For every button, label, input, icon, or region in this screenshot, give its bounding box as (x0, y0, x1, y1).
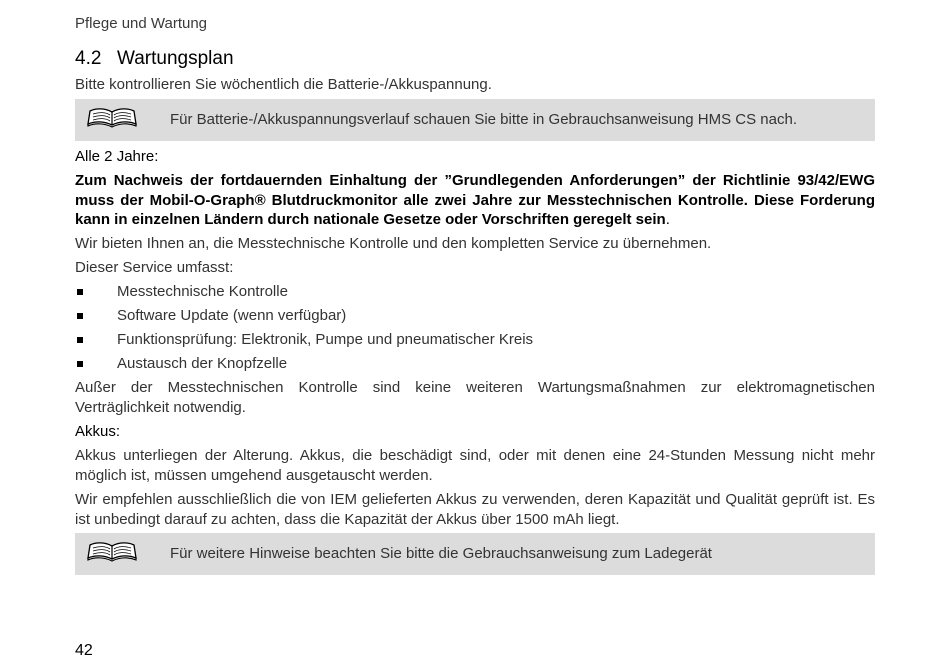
bullet-icon (77, 313, 83, 319)
bullet-icon (77, 337, 83, 343)
bullet-icon (77, 289, 83, 295)
two-years-requirement (75, 171, 875, 230)
section-heading (75, 48, 234, 70)
list-item-text: Messtechnische Kontrolle (117, 283, 288, 300)
list-item (75, 352, 875, 376)
note-box-voltage (75, 99, 875, 141)
requirement-suffix: . (665, 211, 670, 228)
service-list (75, 280, 875, 376)
list-item (75, 304, 875, 328)
two-years-heading: Alle 2 Jahre: (75, 148, 159, 165)
requirement-text: Zum Nachweis der fortdauernden Einhaltung der ”Grundlegenden Anforderungen” der Richtlinie 93/42/EWG muss der Mobil-O-Graph® Blutdruckmonitor alle zwei Jahre zur Messtechnischen Kontrolle. Diese Forderung kann in einzelnen Ländern durch nationale Gesetze oder Vorschriften geregelt sein (75, 172, 875, 228)
bullet-icon (77, 361, 83, 367)
running-head: Pflege und Wartung (75, 15, 208, 32)
section-number: 4.2 (75, 48, 102, 69)
note-text: Für Batterie-/Akkuspannungsverlauf schauen Sie bitte in Gebrauchsanweisung HMS CS nach. (170, 111, 798, 128)
akkus-recommendation-paragraph: Wir empfehlen ausschließlich die von IEM gelieferten Akkus zu verwenden, deren Kapazität und Qualität geprüft ist. Es ist unbedingt darauf zu achten, dass die Kapazität der Akkus über 1500 mAh liegt. (75, 491, 875, 528)
list-item (75, 280, 875, 304)
akkus-aging-paragraph: Akkus unterliegen der Alterung. Akkus, die beschädigt sind, oder mit denen eine 24-Stunden Messung nicht mehr möglich ist, müssen umgehend ausgetauscht werden. (75, 447, 875, 484)
book-icon (87, 107, 137, 129)
list-item-text: Funktionsprüfung: Elektronik, Pumpe und pneumatischer Kreis (117, 331, 534, 348)
note-box-charger (75, 533, 875, 575)
note-text: Für weitere Hinweise beachten Sie bitte die Gebrauchsanweisung zum Ladegerät (170, 545, 712, 562)
section-title: Wartungsplan (117, 48, 234, 69)
list-item-text: Software Update (wenn verfügbar) (117, 307, 347, 324)
offer-paragraph: Wir bieten Ihnen an, die Messtechnische Kontrolle und den kompletten Service zu übernehmen. (75, 235, 712, 252)
akkus-heading: Akkus: (75, 423, 121, 440)
service-intro: Dieser Service umfasst: (75, 259, 234, 276)
list-item (75, 328, 875, 352)
intro-paragraph: Bitte kontrollieren Sie wöchentlich die Batterie-/Akkuspannung. (75, 76, 492, 93)
book-icon (87, 541, 137, 563)
emc-paragraph: Außer der Messtechnischen Kontrolle sind keine weiteren Wartungsmaßnahmen zur elektromagnetischen Verträglichkeit notwendig. (75, 379, 875, 416)
page-number: 42 (75, 642, 93, 659)
list-item-text: Austausch der Knopfzelle (117, 355, 288, 372)
